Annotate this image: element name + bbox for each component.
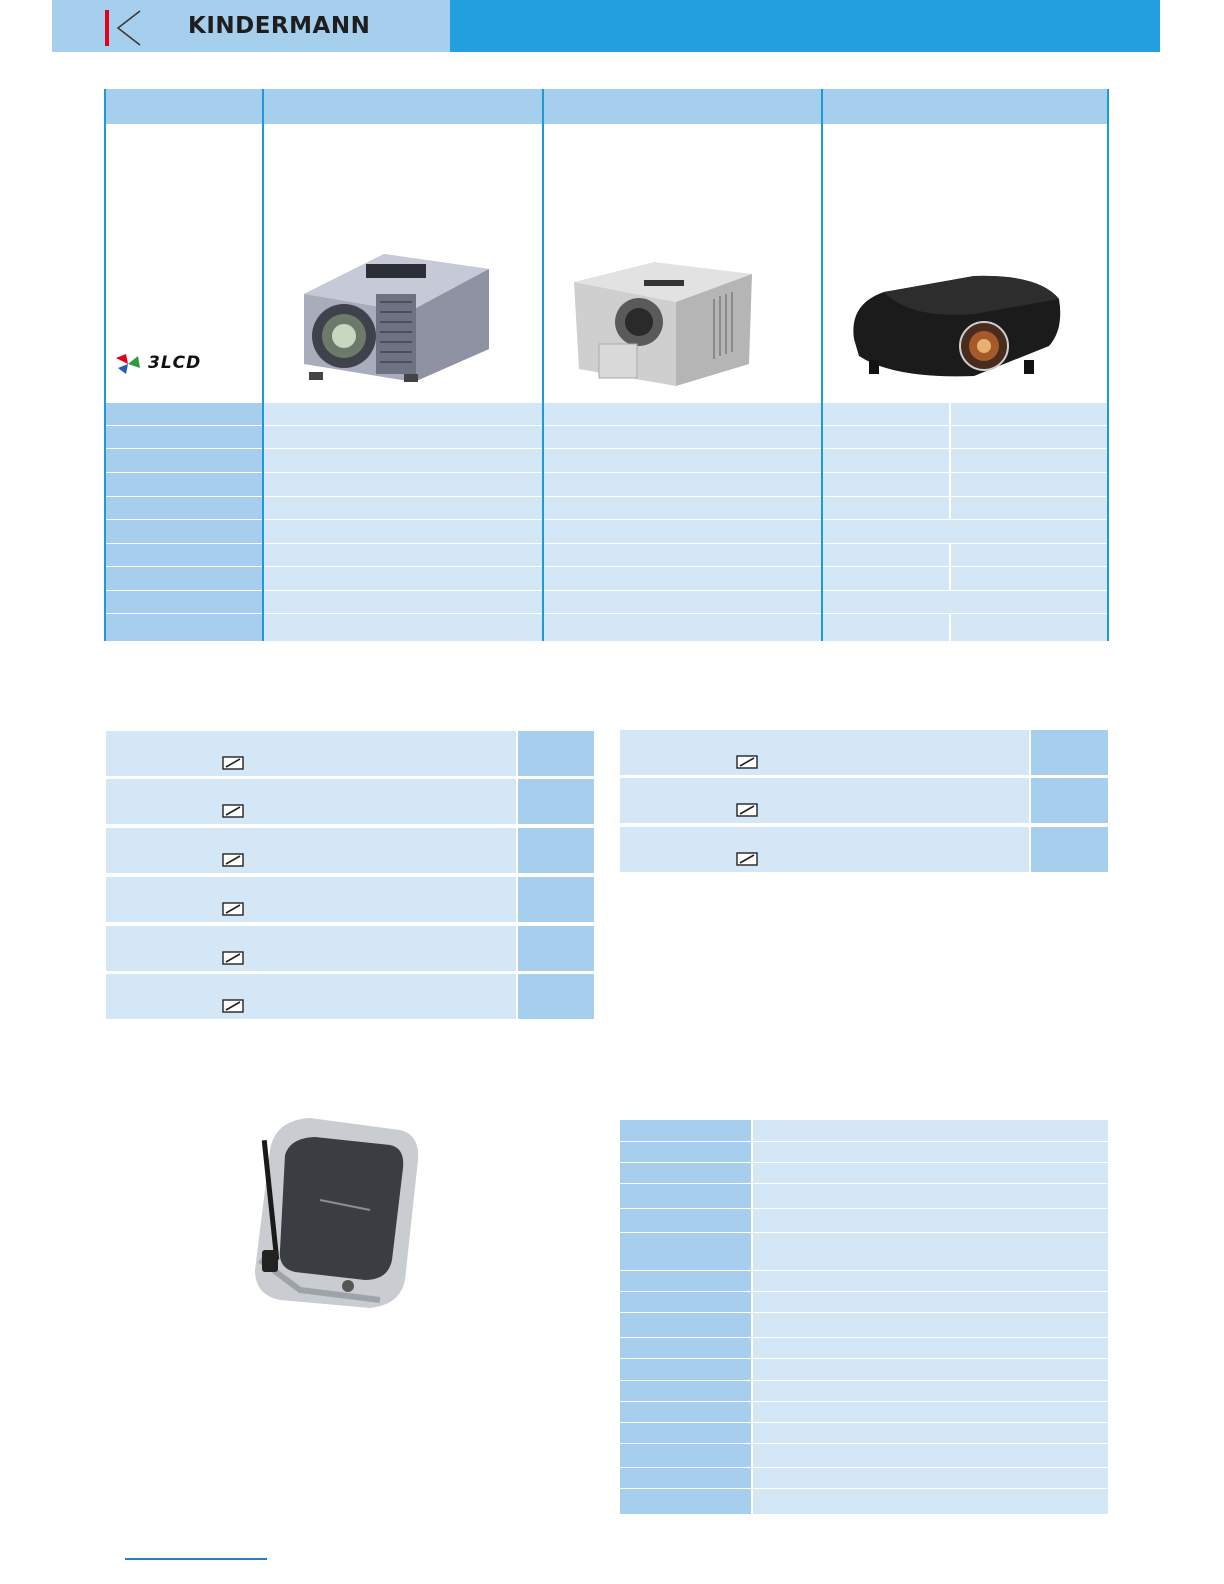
logo-k-icon [113,10,143,46]
accessory-description [106,828,516,873]
spec-table-row [620,1142,1108,1162]
spec-row-cell [542,449,821,472]
spec-table-row [620,1313,1108,1337]
spec-row-cell [821,449,949,472]
logo-red-bar [105,10,109,46]
spec-table-label [620,1313,751,1337]
spec-row-label [104,473,262,496]
accessory-price-cell [518,974,594,1019]
accessory-price-cell [518,926,594,971]
spec-table-label [620,1271,751,1291]
spec-row-cell [821,591,1107,613]
spec-row-cell [951,614,1107,641]
table-divider [821,89,823,641]
spec-table-label [620,1468,751,1488]
spec-table-value [753,1444,1108,1467]
spec-table-row [620,1359,1108,1380]
spec-row-cell [262,473,542,496]
accessory-price-cell [1031,827,1108,872]
accessory-row [106,828,594,873]
spec-row-cell [542,614,821,641]
spec-table-row [620,1489,1108,1514]
spec-table-value [753,1142,1108,1162]
spec-table-label [620,1120,751,1141]
spec-row-cell [262,544,542,566]
spec-row-cell [262,567,542,590]
accessory-row [106,926,594,971]
projector-silver-cube-icon [544,124,822,402]
header-right-band [450,0,1160,52]
spec-row-label [104,449,262,472]
spec-table-label [620,1184,751,1208]
edit-note-icon [736,852,758,866]
spec-table-value [753,1338,1108,1358]
spec-table-row [620,1209,1108,1232]
spec-row-cell [542,567,821,590]
accessory-row [620,827,1108,872]
product-image-cell [824,124,1109,402]
accessory-description [620,778,1029,823]
spec-table-value [753,1292,1108,1312]
spec-table-value [753,1163,1108,1183]
spec-table-value [753,1233,1108,1270]
edit-note-icon [222,902,244,916]
table-header-row [104,89,1109,124]
spec-table-label [620,1209,751,1232]
table-divider [542,89,544,641]
spec-row-cell [542,497,821,519]
spec-table-value [753,1468,1108,1488]
accessory-price-cell [1031,778,1108,823]
accessory-description [620,827,1029,872]
spec-row-cell [262,591,542,613]
edit-note-icon [222,999,244,1013]
spec-table-label [620,1359,751,1380]
spec-table-label [620,1338,751,1358]
spec-table-row [620,1423,1108,1443]
spec-table-label [620,1381,751,1401]
projector-comparison-table [104,89,1109,641]
spec-row-cell [262,520,542,543]
spec-table-value [753,1120,1108,1141]
accessory-description [106,877,516,922]
spec-table-row [620,1292,1108,1312]
spec-row-cell [262,426,542,448]
product-image-cell [544,124,822,402]
spec-table-row [620,1468,1108,1488]
edit-note-icon [222,756,244,770]
accessory-description [106,779,516,824]
table-border-left [104,89,106,641]
spec-table-label [620,1489,751,1514]
spec-row-cell [542,473,821,496]
spec-table-value [753,1271,1108,1291]
edit-note-icon [736,755,758,769]
spec-row-cell [951,473,1107,496]
spec-table-label [620,1292,751,1312]
spec-table-value [753,1313,1108,1337]
edit-note-icon [222,853,244,867]
spec-table-label [620,1163,751,1183]
spec-table-value [753,1209,1108,1232]
projector-black-home-cinema-icon [824,124,1109,402]
footer-rule [125,1558,267,1560]
edit-note-icon [736,803,758,817]
spec-row-cell [951,567,1107,590]
spec-row-cell [951,449,1107,472]
spec-row-cell [951,426,1107,448]
spec-table-value [753,1381,1108,1401]
projector-silver-large-icon [264,124,542,402]
spec-row-cell [542,520,821,543]
3lcd-badge [114,352,234,376]
spec-table-label [620,1233,751,1270]
spec-row-cell [951,403,1107,425]
spec-table-value [753,1423,1108,1443]
spec-row-cell [262,403,542,425]
spec-table-row [620,1163,1108,1183]
spec-row-cell [821,473,949,496]
spec-row-cell [951,544,1107,566]
spec-row-cell [542,544,821,566]
accessory-price-cell [1031,730,1108,775]
spec-row-cell [821,520,1107,543]
spec-table-row [620,1402,1108,1422]
table-border-right [1107,89,1109,641]
spec-row-label [104,497,262,519]
accessory-row [620,778,1108,823]
spec-row-cell [542,426,821,448]
spec-row-cell [821,426,949,448]
spec-row-cell [821,614,949,641]
spec-row-cell [542,591,821,613]
spec-row-cell [821,544,949,566]
brand-name: KINDERMANN [188,13,371,39]
row-separator [104,641,1109,642]
spec-table-label [620,1142,751,1162]
spec-row-cell [821,403,949,425]
spec-table-value [753,1489,1108,1514]
accessory-description [106,731,516,776]
spec-table-label [620,1444,751,1467]
spec-table-label [620,1402,751,1422]
3lcd-label: 3LCD [148,353,202,373]
spec-table-value [753,1359,1108,1380]
spec-row-cell [542,403,821,425]
product-image-cell [264,124,542,402]
spec-table-row [620,1120,1108,1141]
spec-table-row [620,1381,1108,1401]
spec-row-cell [262,614,542,641]
accessory-price-cell [518,731,594,776]
accessory-description [106,926,516,971]
edit-note-icon [222,951,244,965]
accessory-price-cell [518,828,594,873]
spec-table-value [753,1402,1108,1422]
spec-table-row [620,1338,1108,1358]
spec-row-cell [821,567,949,590]
accessory-row [106,779,594,824]
spec-row-label [104,567,262,590]
spec-table-row [620,1233,1108,1270]
accessory-row [106,731,594,776]
spec-table-row [620,1184,1108,1208]
accessory-row [620,730,1108,775]
spec-row-cell [262,497,542,519]
spec-row-label [104,544,262,566]
edit-note-icon [222,804,244,818]
spec-table-value [753,1184,1108,1208]
accessory-row [106,974,594,1019]
spec-table-row [620,1444,1108,1467]
spec-row-label [104,614,262,641]
table-divider [262,89,264,641]
spec-row-label [104,426,262,448]
accessory-description [106,974,516,1019]
wireless-presentation-box-icon [240,1110,430,1320]
accessory-row [106,877,594,922]
spec-row-cell [821,497,949,519]
accessory-price-cell [518,877,594,922]
accessory-price-cell [518,779,594,824]
spec-row-cell [262,449,542,472]
3lcd-logo-icon [114,352,148,376]
spec-table-label [620,1423,751,1443]
spec-row-label [104,403,262,425]
spec-table-row [620,1271,1108,1291]
spec-row-label [104,591,262,613]
accessory-description [620,730,1029,775]
spec-row-label [104,520,262,543]
spec-row-cell [951,497,1107,519]
